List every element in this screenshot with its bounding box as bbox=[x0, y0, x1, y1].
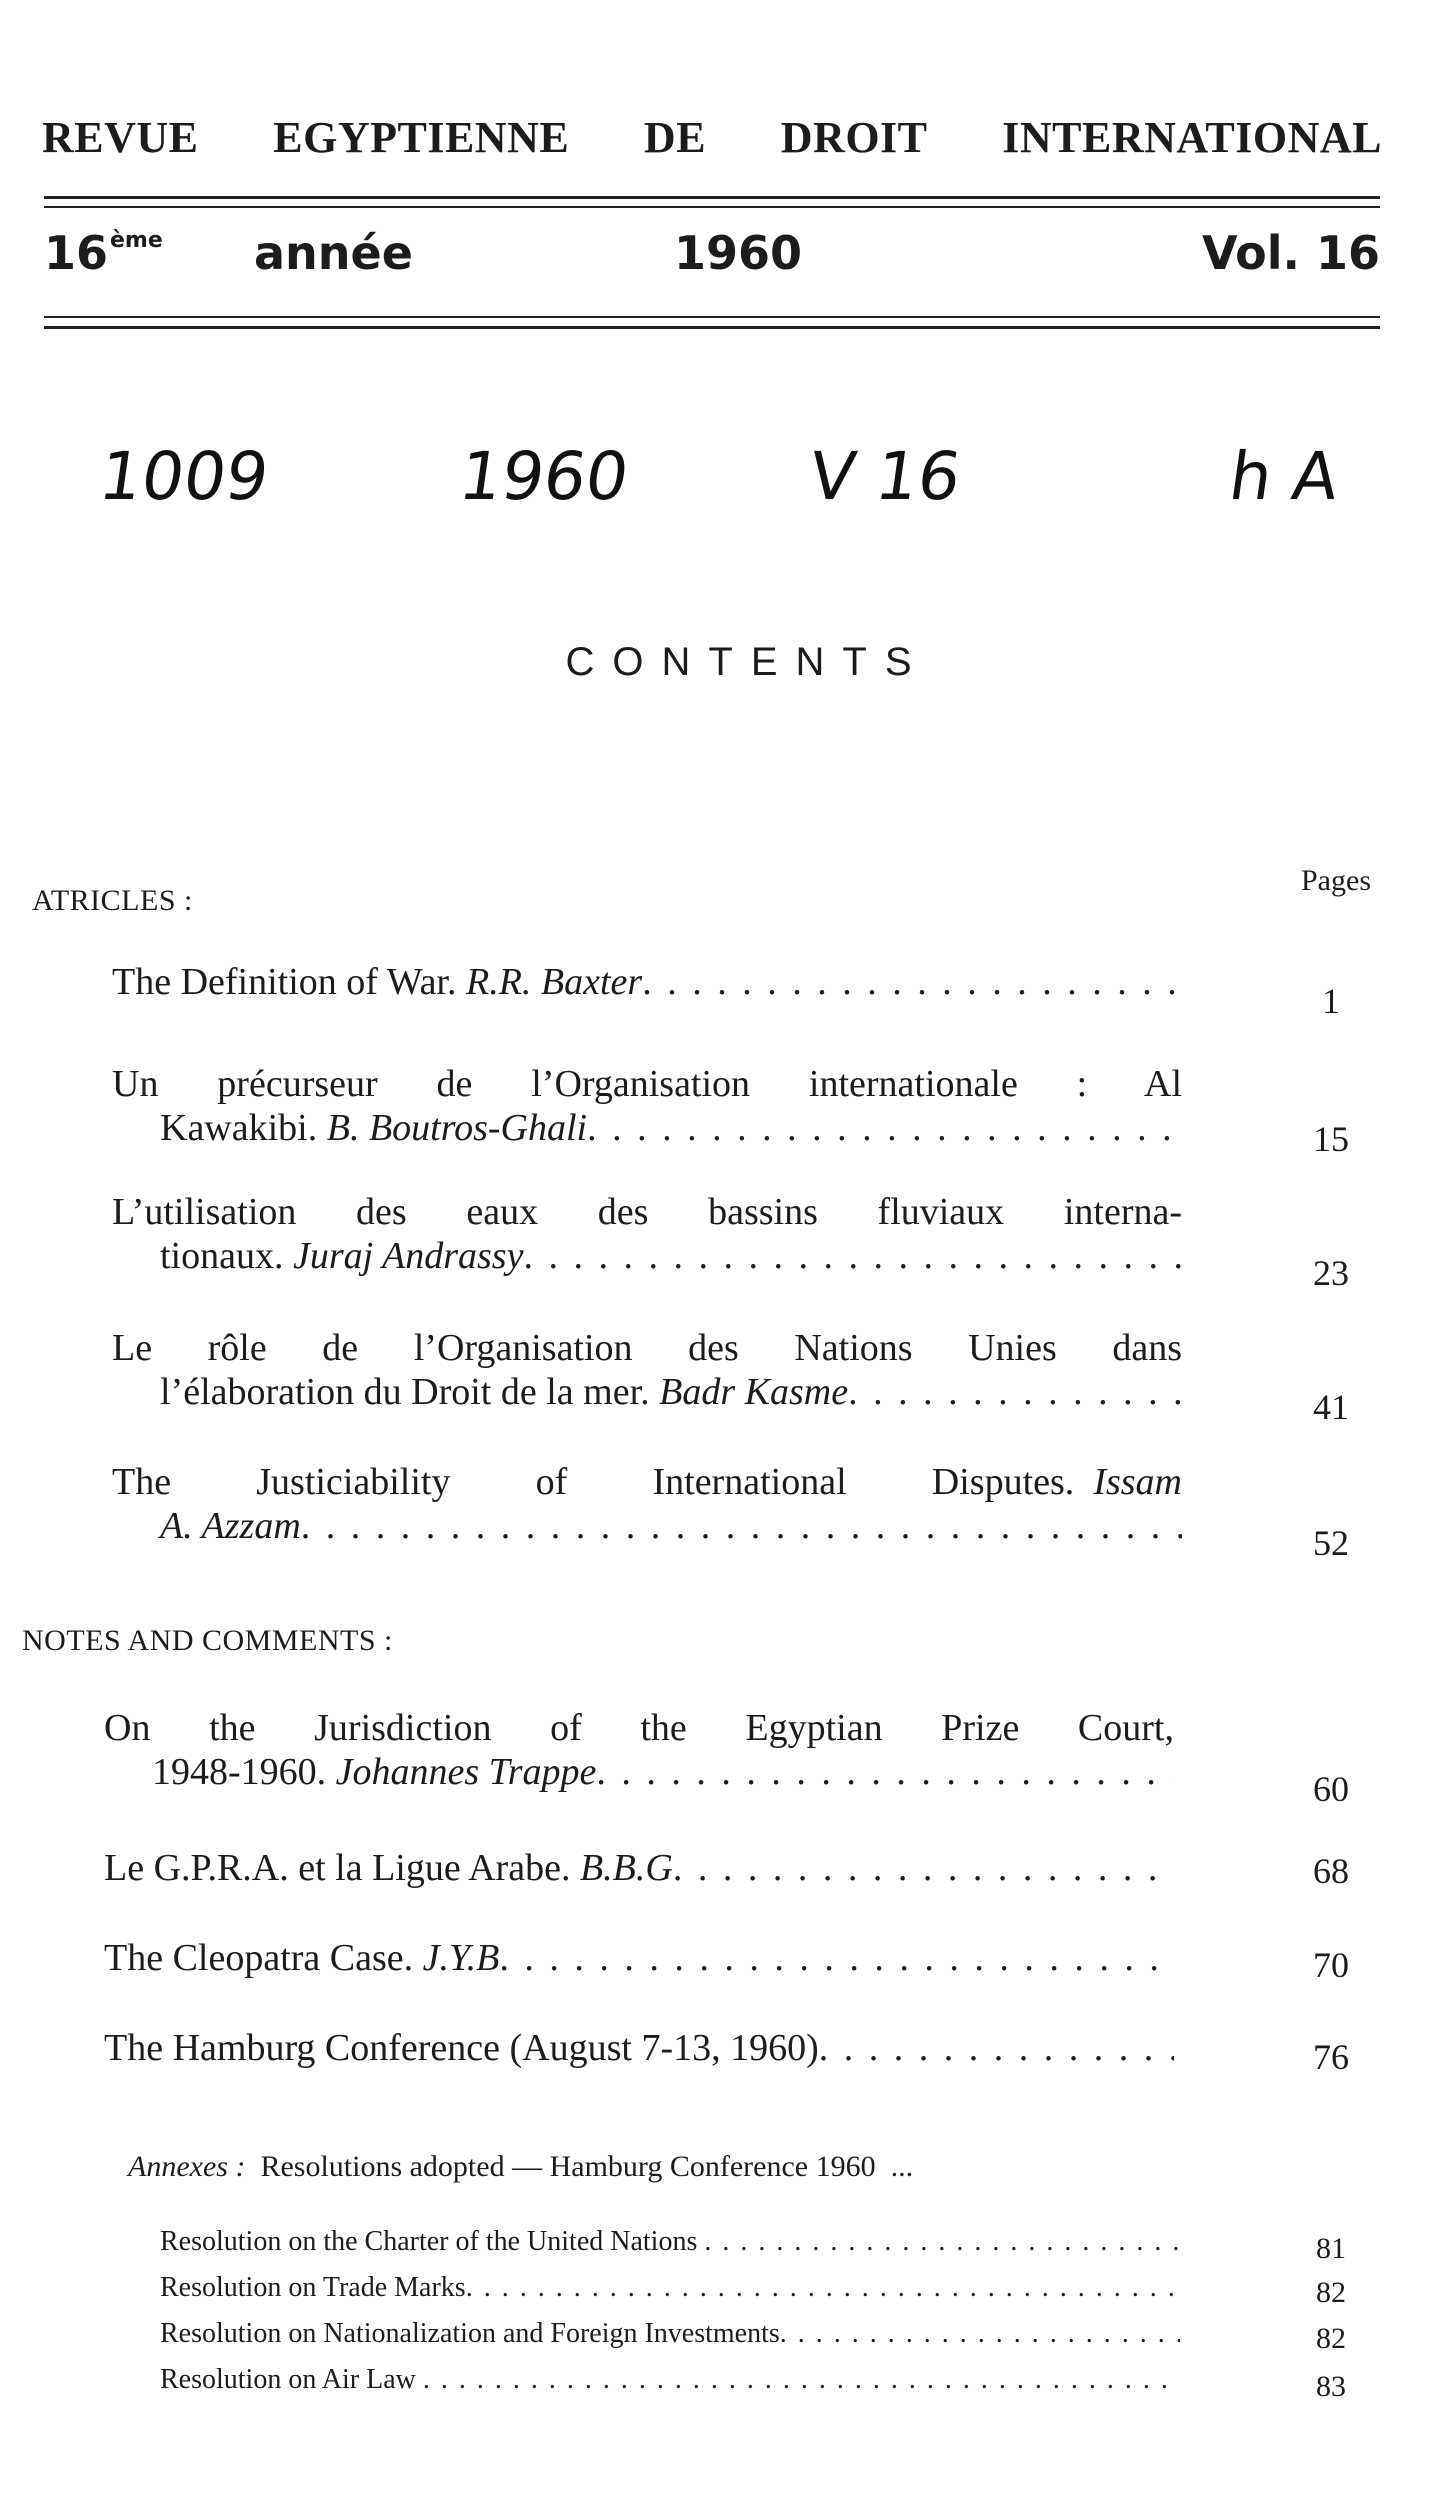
issue-year: 1960 bbox=[674, 226, 803, 280]
header-rule-bottom bbox=[44, 316, 1380, 318]
handwritten-note: h A bbox=[1224, 438, 1344, 515]
journal-title bbox=[42, 112, 1382, 163]
journal-title-word: REVUE bbox=[42, 113, 199, 162]
journal-title-word: INTERNATIONAL bbox=[1002, 113, 1382, 162]
header-rule-bottom-2 bbox=[44, 326, 1380, 329]
journal-title-word: DE bbox=[643, 113, 707, 162]
contents-heading: CONTENTS bbox=[565, 640, 930, 684]
page-number: 23 bbox=[1313, 1253, 1349, 1293]
page-number: 15 bbox=[1313, 1119, 1349, 1159]
toc-entry: The Justiciability of International Disputes. Issam A. Azzam . . . bbox=[112, 1460, 1182, 1548]
page-number: 82 bbox=[1316, 2322, 1346, 2355]
page-number: 82 bbox=[1316, 2276, 1346, 2309]
header-rule-top bbox=[44, 196, 1380, 199]
handwritten-note: V 16 bbox=[804, 438, 966, 515]
toc-entry: Le G.P.R.A. et la Ligue Arabe. B.B.G . . . bbox=[104, 1846, 1174, 1890]
toc-entry: The Hamburg Conference (August 7-13, 1960) . . . bbox=[104, 2026, 1174, 2070]
toc-entry: On the Jurisdiction of the Egyptian Prize Court, 1948-1960. Johannes Trappe . . . bbox=[104, 1706, 1174, 1794]
annex-entry: Resolution on Air Law . . . bbox=[160, 2364, 1180, 2396]
toc-entry: Un précurseur de l’Organisation internationale : Al Kawakibi. B. Boutros-Ghali . . . bbox=[112, 1062, 1182, 1150]
journal-title-word: DROIT bbox=[780, 113, 928, 162]
toc-entry: L’utilisation des eaux des bassins fluviaux interna- tionaux. Juraj Andrassy . . . bbox=[112, 1190, 1182, 1278]
page-number: 81 bbox=[1316, 2232, 1346, 2265]
handwritten-note: 1009 bbox=[94, 438, 274, 515]
journal-title-word: EGYPTIENNE bbox=[273, 113, 570, 162]
page-number: 52 bbox=[1313, 1523, 1349, 1563]
issue-volume: Vol. 16 bbox=[1202, 226, 1380, 280]
section-label-notes: NOTES AND COMMENTS : bbox=[22, 1624, 393, 1657]
issue-word: année bbox=[254, 226, 413, 280]
header-rule-top-2 bbox=[44, 206, 1380, 208]
page-number: 68 bbox=[1313, 1851, 1349, 1891]
pages-label: Pages bbox=[1301, 864, 1371, 897]
page-number: 76 bbox=[1313, 2037, 1349, 2077]
annex-entry: Resolution on Nationalization and Foreign Investments . . . bbox=[160, 2318, 1180, 2350]
annex-intro: Annexes : Resolutions adopted — Hamburg Conference 1960 ... bbox=[128, 2150, 914, 2183]
handwritten-note: 1960 bbox=[454, 438, 634, 515]
page-number: 41 bbox=[1313, 1387, 1349, 1427]
toc-entry: The Definition of War. R.R. Baxter . . . bbox=[112, 960, 1182, 1004]
page-number: 1 bbox=[1322, 981, 1340, 1021]
annex-entry: Resolution on the Charter of the United Nations . . . bbox=[160, 2226, 1180, 2258]
issue-number: 16ème bbox=[44, 226, 163, 280]
page-number: 70 bbox=[1313, 1945, 1349, 1985]
toc-entry: Le rôle de l’Organisation des Nations Unies dans l’élaboration du Droit de la mer. Badr Kasme . . . bbox=[112, 1326, 1182, 1414]
toc-entry: The Cleopatra Case. J.Y.B . . . bbox=[104, 1936, 1174, 1980]
page-number: 83 bbox=[1316, 2370, 1346, 2403]
annex-entry: Resolution on Trade Marks . . . bbox=[160, 2272, 1180, 2304]
section-label-articles: ATRICLES : bbox=[32, 884, 193, 917]
page-number: 60 bbox=[1313, 1769, 1349, 1809]
